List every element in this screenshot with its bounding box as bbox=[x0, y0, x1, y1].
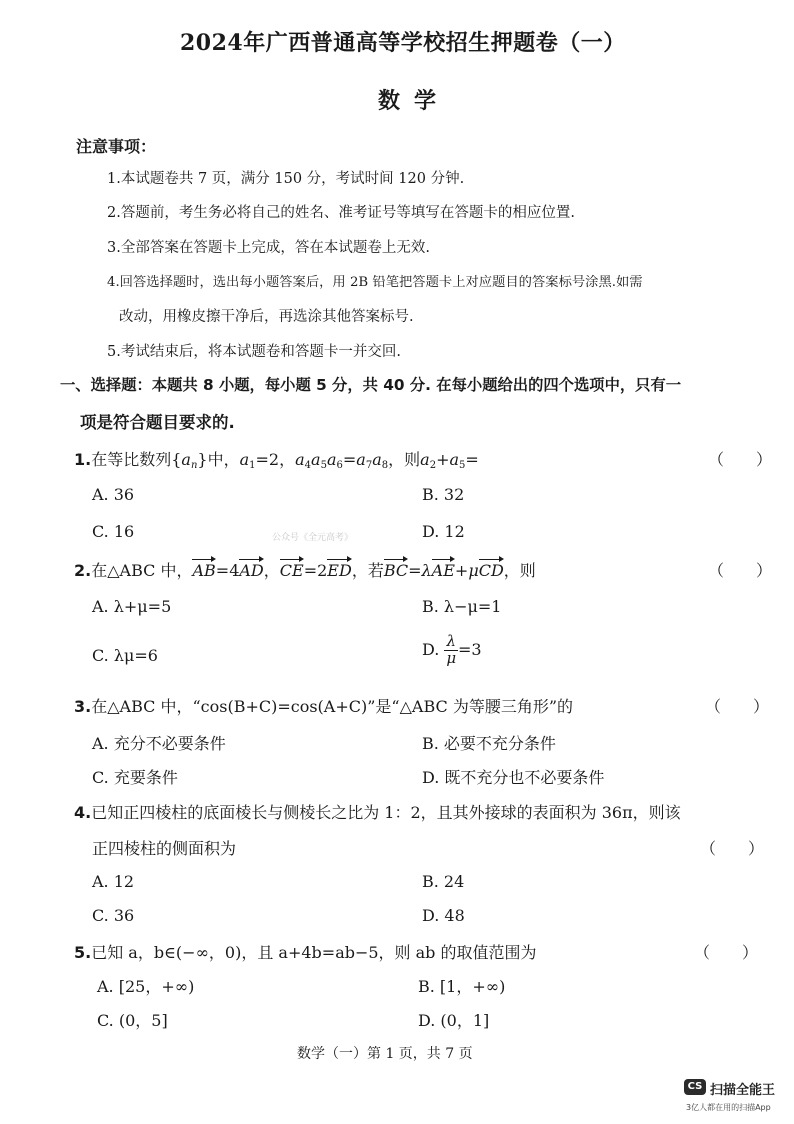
option-a: A. 36 bbox=[92, 485, 135, 504]
question-3 bbox=[74, 694, 573, 717]
option-d: D. 48 bbox=[422, 906, 465, 925]
question-1: 1.在等比数列$\{a_n\}$中，$a_1=2$，$a_4a_5a_6=a_7a_8$，则$a_2+a_5=$ bbox=[74, 450, 479, 471]
q2-text: ， bbox=[263, 561, 280, 580]
option-d bbox=[422, 634, 482, 667]
q2-text: ，则 bbox=[503, 561, 536, 580]
answer-bracket: （ ） bbox=[700, 839, 765, 858]
q5-text: 已知 a，b∈(−∞，0)，且 a+4b=ab−5，则 ab 的取值范围为 bbox=[91, 943, 537, 962]
option-c: C. 充要条件 bbox=[92, 768, 178, 787]
answer-bracket: （ ） bbox=[708, 450, 773, 469]
q1-text: =2， bbox=[255, 450, 296, 469]
option-b: B. [1，+∞) bbox=[418, 977, 506, 996]
option-d: D. 12 bbox=[422, 522, 465, 541]
question-number: 1. bbox=[74, 450, 92, 469]
answer-bracket: （ ） bbox=[705, 697, 770, 716]
option-d: D. (0，1] bbox=[418, 1011, 490, 1030]
option-c: C. λμ=6 bbox=[92, 646, 158, 665]
option-c: C. 36 bbox=[92, 906, 135, 925]
q1-text: = bbox=[342, 450, 357, 469]
note-item: 改动，用橡皮擦干净后，再选涂其他答案标号. bbox=[119, 309, 414, 325]
page-footer: 数学（一）第 1 页，共 7 页 bbox=[297, 1046, 473, 1062]
vector-ce: CE bbox=[279, 561, 304, 580]
answer-bracket: （ ） bbox=[708, 561, 773, 580]
q2-text: +μ bbox=[454, 561, 479, 580]
answer-bracket: （ ） bbox=[694, 943, 759, 962]
subject-title: 数学 bbox=[378, 88, 451, 114]
scanner-brand-name: 扫描全能王 bbox=[710, 1083, 776, 1098]
q2-text: =4 bbox=[215, 561, 240, 580]
question-2 bbox=[74, 558, 536, 581]
note-item: 4.回答选择题时，选出每小题答案后，用 2B 铅笔把答题卡上对应题目的答案标号涂黑.如需 bbox=[107, 275, 643, 290]
scanner-tagline: 3亿人都在用的扫描App bbox=[686, 1103, 771, 1112]
question-4-cont: 正四棱柱的侧面积为 bbox=[92, 839, 237, 858]
question-number: 3. bbox=[74, 697, 92, 716]
note-item: 2.答题前，考生务必将自己的姓名、准考证号等填写在答题卡的相应位置. bbox=[107, 205, 575, 221]
note-item: 3.全部答案在答题卡上完成，答在本试题卷上无效. bbox=[107, 240, 430, 256]
fraction bbox=[444, 634, 458, 667]
fraction-denominator: μ bbox=[446, 648, 457, 667]
fraction-numerator: λ bbox=[446, 632, 456, 650]
question-4 bbox=[74, 800, 681, 823]
q1-text: }中， bbox=[197, 450, 240, 469]
note-item: 5.考试结束后，将本试题卷和答题卡一并交回. bbox=[107, 344, 401, 360]
question-number: 5. bbox=[74, 943, 92, 962]
vector-ed: ED bbox=[327, 561, 352, 580]
q2-text: =λ bbox=[408, 561, 432, 580]
vector-ae: AE bbox=[431, 561, 455, 580]
watermark: 公众号《全元高考》 bbox=[272, 533, 354, 543]
question-5 bbox=[74, 940, 537, 963]
note-item: 1.本试题卷共 7 页，满分 150 分，考试时间 120 分钟. bbox=[107, 171, 465, 187]
option-b: B. 必要不充分条件 bbox=[422, 734, 556, 753]
q2-text: =2 bbox=[303, 561, 328, 580]
option-a: A. 充分不必要条件 bbox=[92, 734, 226, 753]
option-a: A. [25，+∞) bbox=[97, 977, 195, 996]
q2-text: 在△ABC 中， bbox=[91, 561, 193, 580]
exam-title: 2024年广西普通高等学校招生押题卷（一） bbox=[180, 30, 626, 56]
q3-text: 在△ABC 中，“cos(B+C)=cos(A+C)”是“△ABC 为等腰三角形”的 bbox=[91, 697, 574, 716]
option-b: B. 32 bbox=[422, 485, 465, 504]
option-b: B. λ−μ=1 bbox=[422, 597, 502, 616]
section-heading: 一、选择题：本题共 8 小题，每小题 5 分，共 40 分. 在每小题给出的四个选项中，只有一 bbox=[60, 376, 682, 394]
vector-ad: AD bbox=[239, 561, 264, 580]
option-b: B. 24 bbox=[422, 872, 465, 891]
q1-text: 在等比数列{ bbox=[91, 450, 182, 469]
q2-text: ，若 bbox=[351, 561, 384, 580]
vector-bc: BC bbox=[383, 561, 409, 580]
q1-text: = bbox=[465, 450, 479, 469]
q1-text: ，则 bbox=[388, 450, 421, 469]
option-d-text: =3 bbox=[457, 639, 482, 659]
vector-cd: CD bbox=[478, 561, 504, 580]
option-c: C. (0，5] bbox=[97, 1011, 168, 1030]
option-a: A. 12 bbox=[92, 872, 135, 891]
camscanner-logo: CS bbox=[684, 1079, 706, 1095]
option-d-label: D. bbox=[422, 639, 440, 659]
vector-ab: AB bbox=[192, 561, 216, 580]
section-heading-cont: 项是符合题目要求的. bbox=[80, 413, 235, 432]
notes-heading: 注意事项： bbox=[76, 137, 157, 156]
option-a: A. λ+μ=5 bbox=[92, 597, 172, 616]
option-c: C. 16 bbox=[92, 522, 135, 541]
q4-text: 已知正四棱柱的底面棱长与侧棱长之比为 1：2，且其外接球的表面积为 36π，则该 bbox=[91, 803, 681, 822]
option-d: D. 既不充分也不必要条件 bbox=[422, 768, 605, 787]
question-number: 4. bbox=[74, 803, 92, 822]
question-number: 2. bbox=[74, 561, 92, 580]
q1-text: + bbox=[436, 450, 450, 469]
